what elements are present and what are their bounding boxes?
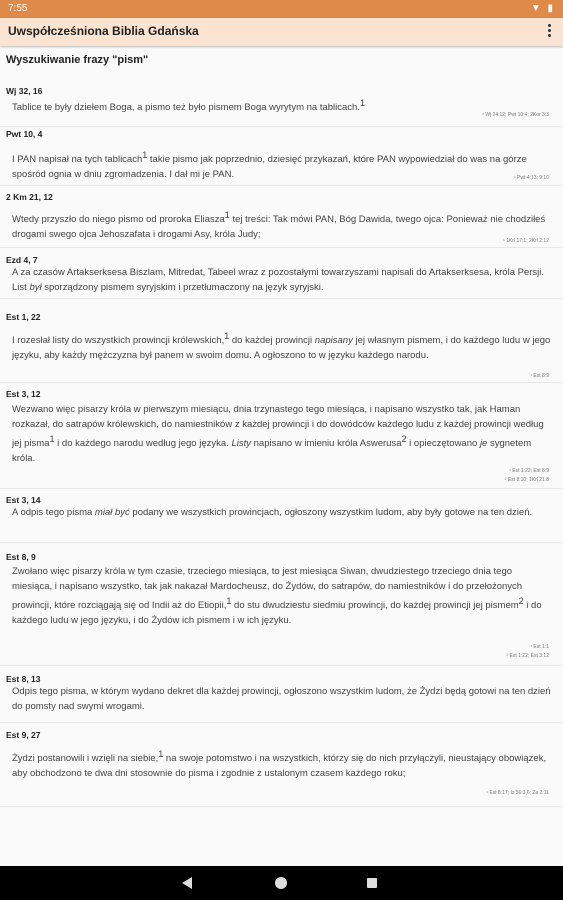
search-results [0,46,563,866]
divider [0,247,563,248]
verse-reference: Est 8, 13 [6,674,41,684]
cross-reference: ¹ Est 1:22; Est 8:9 [509,468,549,474]
verse-reference: Est 1, 22 [6,312,41,322]
divider [0,722,563,723]
cross-reference: ¹ Est 8:17; Iz 56:3,6; Za 2:11 [486,790,549,796]
cross-reference: ¹ Pwt 4:13; 9:10 [513,175,549,181]
divider [0,382,563,383]
verse-text: Wtedy przyszło do niego pismo od proroka Eliasza$^1$ tej treści: Tak mówi PAN, Bóg Dawida, twego ojca: Ponieważ nie chodziłeś drogami swego ojca Jehoszafata i drogami Asy, króla Judy; [12,210,546,240]
verse-reference: Est 8, 9 [6,552,36,562]
cross-reference: ¹ 1Krl 17:1; 2Krl 2:12 [503,238,549,244]
back-icon[interactable] [182,877,192,889]
status-icons: ▼ ▮ [530,3,555,14]
divider [0,126,563,127]
divider [0,185,563,186]
verse-reference: Est 3, 12 [6,389,41,399]
divider [0,488,563,489]
verse-text: Wezwano więc pisarzy króla w pierwszym miesiącu, dnia trzynastego tego miesiąca, i napisano wszystko tak, jak Haman rozkazał, do satrapów królewskich, do namiestników z każdej prowincji i do dowódców każdego ludu z każdej prowincji według jej pisma$^1$ i do każdego narodu według jego języka. Listy napisano w imieniu króla Aswerusa$^2$ i opieczętowano je sygnetem króla. [12,404,544,464]
cross-reference: ² Est 1:22; Est 3:12 [506,653,549,659]
search-heading: Wyszukiwanie frazy "pism" [6,54,149,66]
verse-text: I PAN napisał na tych tablicach$^1$ takie pismo jak poprzednio, dziesięć przykazań, które PAN wypowiedział do was na górze spośród ognia w dniu zgromadzenia. I dał mi je PAN. [12,150,527,180]
verse-text: Odpis tego pisma, w którym wydano dekret dla każdej prowincji, ogłoszono wszystkim ludom, że Żydzi będą gotowi na ten dzień do pomsty nad swymi wrogami. [12,686,551,712]
verse-reference: Est 3, 14 [6,495,41,505]
divider [0,298,563,299]
overflow-menu-icon[interactable] [547,24,553,40]
status-time: 7:55 [8,3,28,14]
divider [0,665,563,666]
verse-text: Zwołano więc pisarzy króla w tym czasie, trzeciego miesiąca, to jest miesiąca Siwan, dwudziestego trzeciego dnia tego miesiąca, i napisano wszystko, tak jak nakazał Mardocheusz, do Żydów, do satrapów, do namiestników i do przełożonych prowincji, które rozciągają się od Indii aż do Etiopii,$^1$ do stu dwudziestu siedmiu prowincji, do każdej prowincji jej pismem$^2$ i do każdego ludu w jego języku, i do Żydów ich pismem i w ich języku. [12,566,542,626]
cross-reference: ¹ Wj 24:12; Pwt 10:4; 2Kor 3:3 [482,112,549,118]
verse-text: A za czasów Artakserksesa Biszlam, Mitredat, Tabeel wraz z pozostałymi towarzyszami napisali do Artakserksesa, króla Persji. List był sporządzony pismem syryjskim i przetłumaczony na język syryjski. [12,267,545,293]
status-bar [0,0,563,18]
verse-reference: Pwt 10, 4 [6,129,43,139]
divider [0,542,563,543]
divider [0,806,563,807]
verse-reference: Ezd 4, 7 [6,255,38,265]
verse-text: A odpis tego pisma miał być podany we wszystkich prowincjach, ogłoszony wszystkim ludom, aby były gotowe na ten dzień. [12,507,533,518]
navigation-bar [0,866,563,900]
cross-reference: ¹ Est 8:9 [530,373,549,379]
verse-reference: Wj 32, 16 [6,86,43,96]
verse-text: Żydzi postanowili i wzięli na siebie,$^1$ na swoje potomstwo i na wszystkich, którzy się do nich przyłączyli, nieustający obowiązek, aby obchodzono te dwa dni stosownie do pisma i zgodnie z ustalonym czasem każdego roku; [12,749,547,779]
verse-text: Tablice te były dziełem Boga, a pismo też było pismem Boga wyrytym na tablicach.$^1$ [12,98,365,113]
home-icon[interactable] [275,877,287,889]
app-title: Uwspółcześniona Biblia Gdańska [8,24,199,38]
cross-reference: ² Est 8:10; 1Krl 21:8 [504,477,549,483]
cross-reference: ¹ Est 1:1 [530,644,549,650]
recent-apps-icon[interactable] [367,878,377,888]
verse-text: I rozesłał listy do wszystkich prowincji królewskich,$^1$ do każdej prowincji napisany jej własnym pismem, i do każdego ludu w jego języku, aby każdy mężczyzna był panem w swoim domu. A ogłoszono to w języku każdego narodu. [12,331,551,361]
verse-reference: 2 Km 21, 12 [6,192,53,202]
app-bar [0,18,563,46]
verse-reference: Est 9, 27 [6,730,41,740]
